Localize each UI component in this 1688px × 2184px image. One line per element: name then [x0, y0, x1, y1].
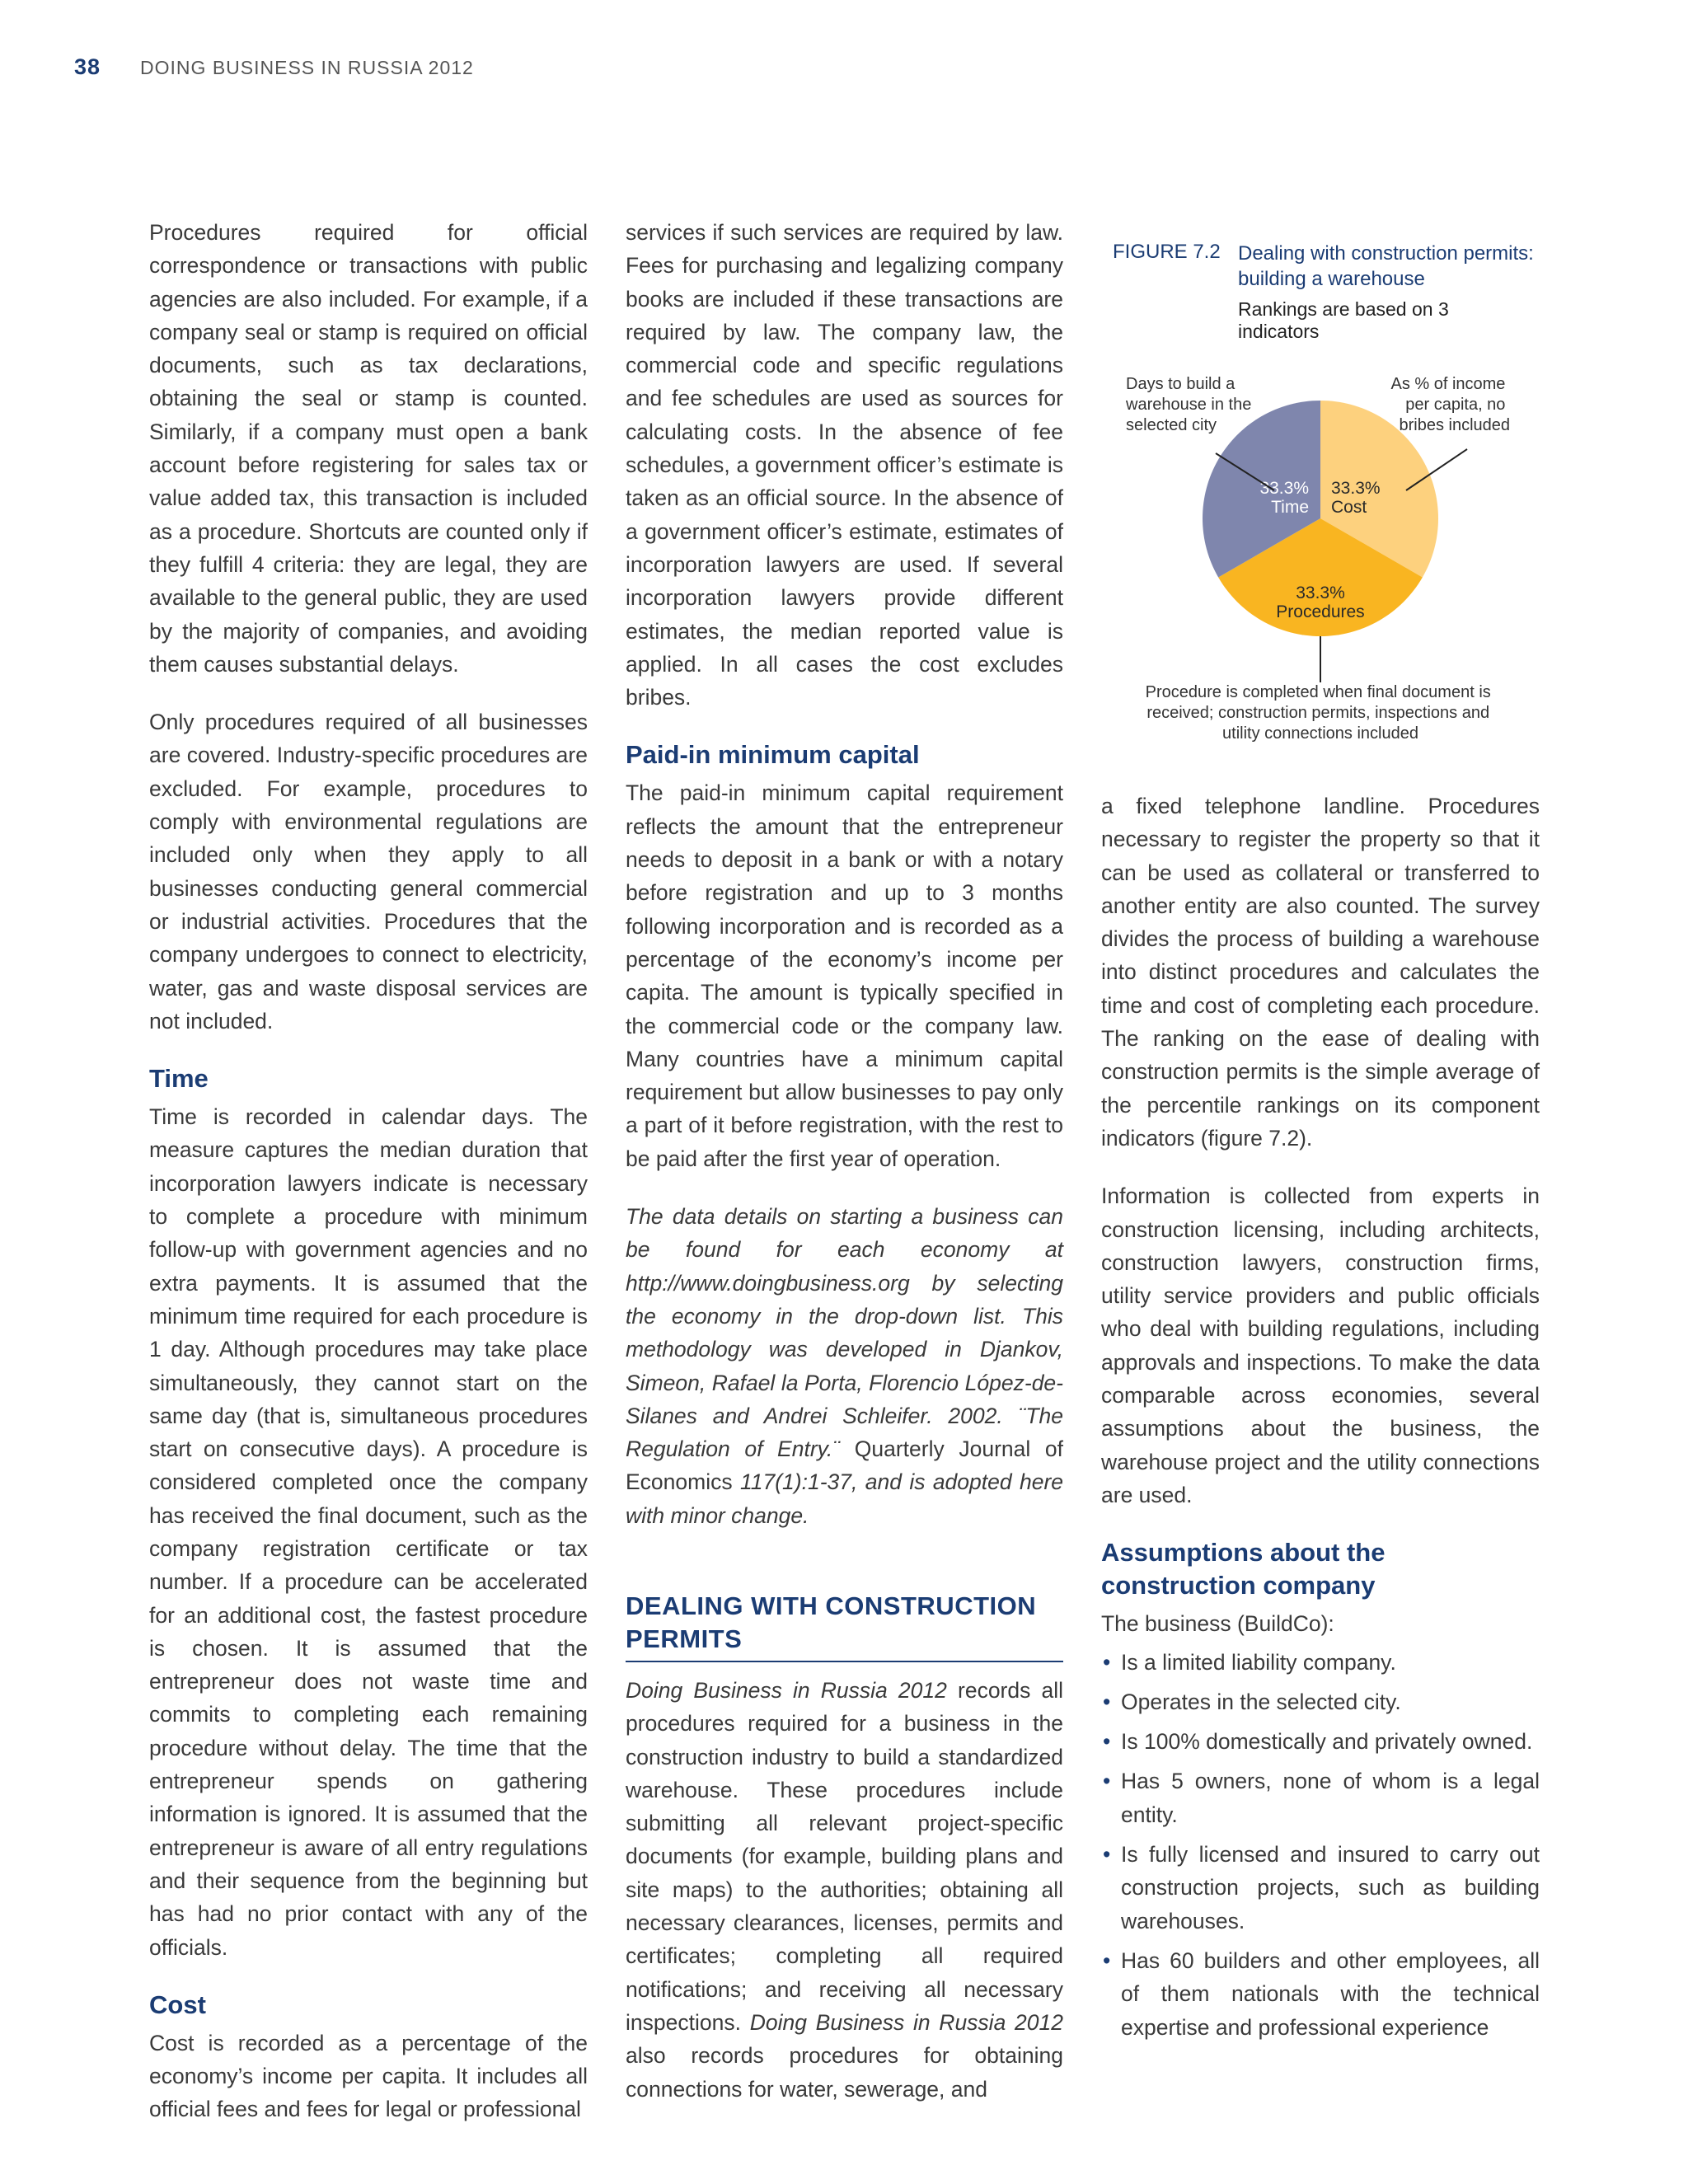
column-1	[149, 216, 588, 2151]
figure-7-2	[1113, 231, 1533, 758]
paragraph: Procedures required for official correspondence or transactions with public agencies are also included. For example, if a company seal or stamp is required on official documents, such as tax declarations, obtaining the seal or stamp is counted. Similarly, if a company must open a bank account before registering for sales tax or value added tax, this transaction is included as a procedure. Shortcuts are counted only if they fulfill 4 criteria: they are legal, they are available to the general public, they are used by the majority of companies, and avoiding them causes substantial delays.	[149, 220, 588, 677]
list-item: • Has 5 owners, none of whom is a legal entity.	[1101, 1765, 1540, 1831]
list-item: • Is fully licensed and insured to carry out construction projects, such as building warehouses.	[1101, 1838, 1540, 1938]
annot-left: Days to build a warehouse in the selected city	[1126, 375, 1252, 434]
annot-right: As % of income per capita, no bribes included	[1390, 375, 1510, 434]
pie-value-label-time: 33.3%	[1259, 479, 1309, 498]
paragraph: a fixed telephone landline. Procedures necessary to register the property so that it can be used as collateral or transferred to another entity are also counted. The survey divides the process of building a warehouse into distinct procedures and calculates the time and cost of completing each procedure. The ranking on the ease of dealing with construction permits is the simple average of the percentile rankings on its component indicators (figure 7.2).	[1101, 794, 1540, 1151]
figure-title: Dealing with construction permits: building a warehouse	[1238, 242, 1534, 290]
list-item: • Is 100% domestically and privately owned.	[1101, 1725, 1540, 1758]
pie-category-label-cost: Cost	[1331, 498, 1367, 517]
section-heading-assumptions: Assumptions about the construction company	[1101, 1538, 1386, 1601]
section-heading-time: Time	[149, 1064, 209, 1094]
assumptions-list	[1101, 1646, 1540, 2044]
methodology-note: The data details on starting a business can be found for each economy at http://www.doingbusiness.org by selecting the economy in the drop-down list. This methodology was developed in Djankov, Simeon, Rafael la Porta, Florencio López-de-Silanes and Andrei Schleifer. 2002. ¨The Regulation of Entry.¨ Quarterly Journal of Economics 117(1):1-37, and is adopted here with minor change.	[626, 1204, 1064, 1528]
paragraph: Only procedures required of all businesses are covered. Industry-specific procedures are excluded. For example, procedures to comply with environmental regulations are included only when they apply to all businesses conducting general commercial or industrial activities. Procedures that the company undergoes to connect to electricity, water, gas and waste disposal services are not included.	[149, 710, 588, 1033]
section-heading-construction-permits: DEALING WITH CONSTRUCTION PERMITS	[626, 1591, 1037, 1653]
list-item: • Is a limited liability company.	[1101, 1646, 1540, 1679]
column-3	[1101, 790, 1540, 2050]
list-item: • Has 60 builders and other employees, all of them nationals with the technical expertise and professional experience	[1101, 1944, 1540, 2044]
pie-chart	[1113, 231, 1533, 758]
list-item: • Operates in the selected city.	[1101, 1685, 1540, 1718]
paragraph: The paid-in minimum capital requirement reflects the amount that the entrepreneur needs to deposit in a bank or with a notary before registration and up to 3 months following incorporation and is recorded as a percentage of the economy’s income per capita. The amount is typically specified in the commercial code or the company law. Many countries have a minimum capital requirement but allow businesses to pay only a part of it before registration, with the rest to be paid after the first year of operation.	[626, 780, 1063, 1171]
pie-category-label-time: Time	[1271, 498, 1309, 517]
paragraph: Time is recorded in calendar days. The measure captures the median duration that incorporation lawyers indicate is necessary to complete a procedure with minimum follow-up with government agencies and no extra payments. It is assumed that the minimum time required for each procedure is 1 day. Although procedures may take place simultaneously, they cannot start on the same day (that is, simultaneous procedures start on consecutive days). A procedure is considered completed once the company has received the final document, such as the company registration certificate or tax number. If a procedure can be accelerated for an additional cost, the fastest procedure is chosen. It is assumed that the entrepreneur does not waste time and commits to completing each remaining procedure without delay. The time that the entrepreneur spends on gathering information is ignored. It is assumed that the entrepreneur is aware of all entry regulations and their sequence from the beginning but has had no prior contact with any of the officials.	[149, 1104, 588, 1960]
figure-subtitle: Rankings are based on 3 indicators	[1238, 298, 1449, 342]
pie-value-label-cost: 33.3%	[1331, 479, 1381, 498]
paragraph: Information is collected from experts in construction licensing, including architects, construction lawyers, construction firms, utility service providers and public officials who deal with building regulations, including approvals and inspections. To make the data comparable across economies, several assumptions about the business, the warehouse project and the utility connections are used.	[1101, 1183, 1540, 1507]
pie-category-label-procedures: Procedures	[1276, 602, 1365, 621]
page-number: 38	[74, 54, 101, 79]
running-header	[74, 54, 474, 80]
column-2	[626, 216, 1063, 2130]
figure-number: FIGURE 7.2	[1113, 241, 1221, 263]
running-title: DOING BUSINESS IN RUSSIA 2012	[140, 57, 474, 78]
section-heading-cost: Cost	[149, 1990, 206, 2019]
pie-value-label-procedures: 33.3%	[1296, 583, 1345, 602]
assumptions-intro: The business (BuildCo):	[1101, 1611, 1334, 1637]
section-heading-paid-in: Paid-in minimum capital	[626, 740, 920, 770]
paragraph: services if such services are required by law. Fees for purchasing and legalizing company books are included if these transactions are required by law. The company law, the commercial code and specific regulations and fee schedules are used as sources for calculating costs. In the absence of fee schedules, a government officer’s estimate is taken as an official source. In the absence of a government officer’s estimate, estimates of incorporation lawyers are used. If several incorporation lawyers provide different estimates, the median reported value is applied. In all cases the cost excludes bribes.	[626, 220, 1063, 710]
paragraph: Cost is recorded as a percentage of the economy’s income per capita. It includes all official fees and fees for legal or professional	[149, 2030, 588, 2122]
annot-bottom: Procedure is completed when final document is received; construction permits, inspections and utility connections included	[1145, 683, 1491, 743]
section-rule	[626, 1661, 1063, 1662]
paragraph: Doing Business in Russia 2012 records all procedures required for a business in the construction industry to build a standardized warehouse. These procedures include submitting all relevant project-specific documents (for example, building plans and site maps) to the authorities; obtaining all necessary clearances, licenses, permits and certificates; completing all required notifications; and receiving all necessary inspections. Doing Business in Russia 2012 also records procedures for obtaining connections for water, sewerage, and	[626, 1677, 1064, 2102]
